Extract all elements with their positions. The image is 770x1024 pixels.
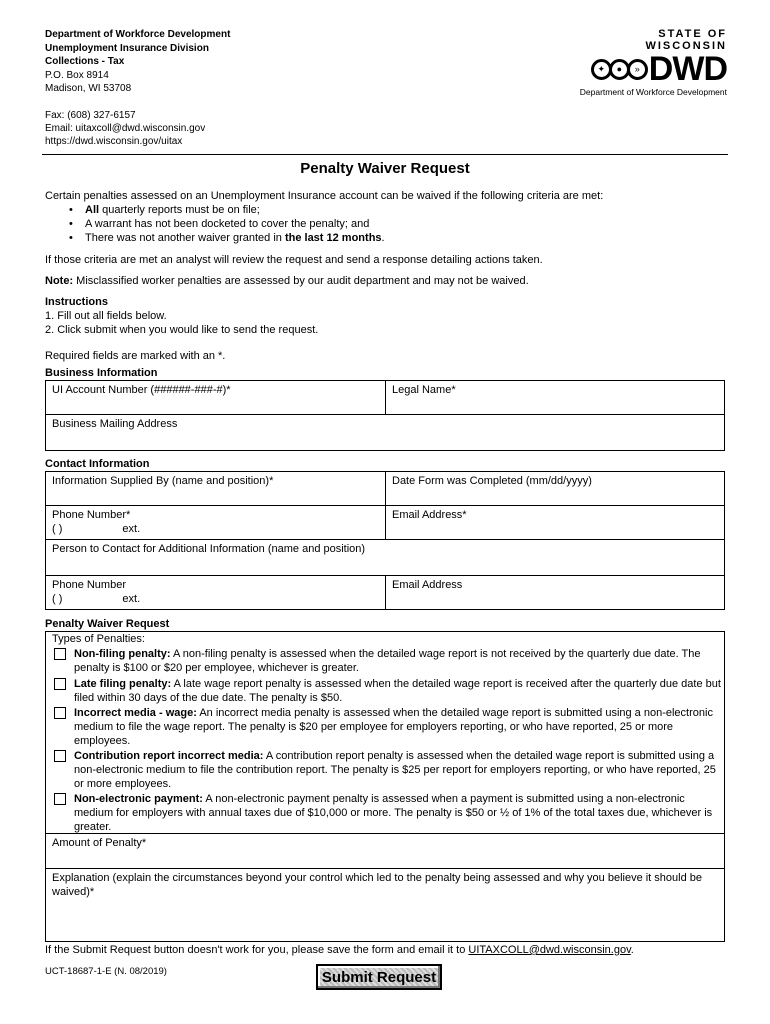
submit-email-link[interactable]: UITAXCOLL@dwd.wisconsin.gov	[468, 944, 631, 956]
contribution-checkbox[interactable]	[54, 750, 66, 762]
city-line: Madison, WI 53708	[45, 83, 132, 94]
po-box: P.O. Box 8914	[45, 69, 109, 81]
submit-help-note: If the Submit Request button doesn't work for you, please save the form and email it to UITAXCOLL@dwd.wisconsin.gov.	[45, 944, 634, 956]
division-name: Unemployment Insurance Division	[45, 42, 209, 54]
dept-name: Department of Workforce Development	[45, 29, 231, 40]
non-filing-checkbox[interactable]	[54, 648, 66, 660]
explanation-field[interactable]: Explanation (explain the circumstances beyond your control which led to the penalty being assessed and why you believe it should be waived)*	[45, 868, 725, 942]
criteria-item: • A warrant has not been docketed to cover the penalty; and	[45, 217, 735, 231]
penalty-option-late-filing: Late filing penalty: A late wage report penalty is assessed when the detailed wage report is received after the quarterly due date but filed within 30 days of the due date. The penalty is $50.	[52, 677, 724, 705]
agency-contact	[45, 109, 205, 148]
intro-lead: Certain penalties assessed on an Unemployment Insurance account can be waived if the following criteria are met:	[45, 190, 604, 202]
note-text: Note: Misclassified worker penalties are assessed by our audit department and may not be waived.	[45, 275, 529, 287]
phone-field[interactable]: Phone Number* ( ) ext.	[45, 505, 386, 540]
instructions	[45, 295, 735, 337]
penalty-amount-field[interactable]: Amount of Penalty*	[45, 833, 725, 869]
penalty-types-label: Types of Penalties:	[52, 633, 145, 645]
penalty-heading: Penalty Waiver Request	[45, 618, 170, 630]
intro-block	[45, 189, 735, 245]
instruction-step: 1. Fill out all fields below.	[45, 310, 167, 322]
legal-name-field[interactable]: Legal Name*	[385, 380, 725, 415]
review-text: If those criteria are met an analyst will review the request and send a response detailing actions taken.	[45, 254, 543, 266]
logo-dept: Department of Workforce Development	[579, 87, 727, 97]
unit-name: Collections - Tax	[45, 56, 125, 67]
incorrect-media-checkbox[interactable]	[54, 707, 66, 719]
contact-phone-field[interactable]: Phone Number ( ) ext.	[45, 575, 386, 610]
logo-state: STATE OF WISCONSIN	[645, 28, 727, 52]
contact-email-field[interactable]: Email Address	[385, 575, 725, 610]
date-completed-field[interactable]: Date Form was Completed (mm/dd/yyyy)	[385, 471, 725, 506]
email-field[interactable]: Email Address*	[385, 505, 725, 540]
late-filing-checkbox[interactable]	[54, 678, 66, 690]
mailing-address-field[interactable]: Business Mailing Address	[45, 414, 725, 451]
instructions-heading: Instructions	[45, 296, 108, 308]
penalty-option-incorrect-media: Incorrect media - wage: An incorrect media penalty is assessed when the detailed wage report is submitted using a non-electronic medium to file the wage report. The penalty is $20 per employee for employers reporting, or who have reported, 25 or more employees.	[52, 706, 724, 748]
penalty-option-contribution: Contribution report incorrect media: A contribution report penalty is assessed when the detailed wage report is submitted using a non-electronic medium to file the contribution report. The penalty is $25 per report for employers reporting, or who have reported, 25 or more employees.	[52, 749, 724, 791]
contact-person-field[interactable]: Person to Contact for Additional Information (name and position)	[45, 539, 725, 576]
header-divider	[42, 154, 728, 155]
criteria-item: • All quarterly reports must be on file;	[45, 203, 735, 217]
submit-request-button[interactable]: Submit Request	[316, 964, 442, 990]
non-electronic-checkbox[interactable]	[54, 793, 66, 805]
business-heading: Business Information	[45, 367, 158, 379]
url-line[interactable]: https://dwd.wisconsin.gov/uitax	[45, 136, 183, 147]
form-id: UCT-18687-1-E (N. 08/2019)	[45, 966, 167, 977]
logo-circles-icon: ✦ ● »	[591, 59, 645, 80]
instruction-step: 2. Click submit when you would like to send the request.	[45, 324, 319, 336]
fax-line: Fax: (608) 327-6157	[45, 110, 136, 121]
page-title: Penalty Waiver Request	[300, 160, 470, 177]
criteria-list	[45, 203, 735, 245]
email-line: Email: uitaxcoll@dwd.wisconsin.gov	[45, 123, 206, 134]
contact-heading: Contact Information	[45, 458, 150, 470]
required-note: Required fields are marked with an *.	[45, 350, 226, 362]
ui-account-field[interactable]: UI Account Number (######-###-#)*	[45, 380, 386, 415]
criteria-item: • There was not another waiver granted in the last 12 months.	[45, 231, 735, 245]
dwd-logo	[577, 28, 727, 97]
supplied-by-field[interactable]: Information Supplied By (name and position)*	[45, 471, 386, 506]
penalty-option-non-electronic: Non-electronic payment: A non-electronic payment penalty is assessed when a payment is submitted using a non-electronic medium for employers with annual taxes due of $10,000 or more. The penalty is $50 or ½ of 1% of the total taxes due, whichever is greater.	[52, 792, 724, 834]
agency-address	[45, 28, 230, 96]
penalty-option-non-filing: Non-filing penalty: A non-filing penalty is assessed when the detailed wage report is not received by the quarterly due date. The penalty is $100 or $20 per employee, whichever is greater.	[52, 647, 724, 675]
logo-mark: DWD	[648, 50, 727, 88]
